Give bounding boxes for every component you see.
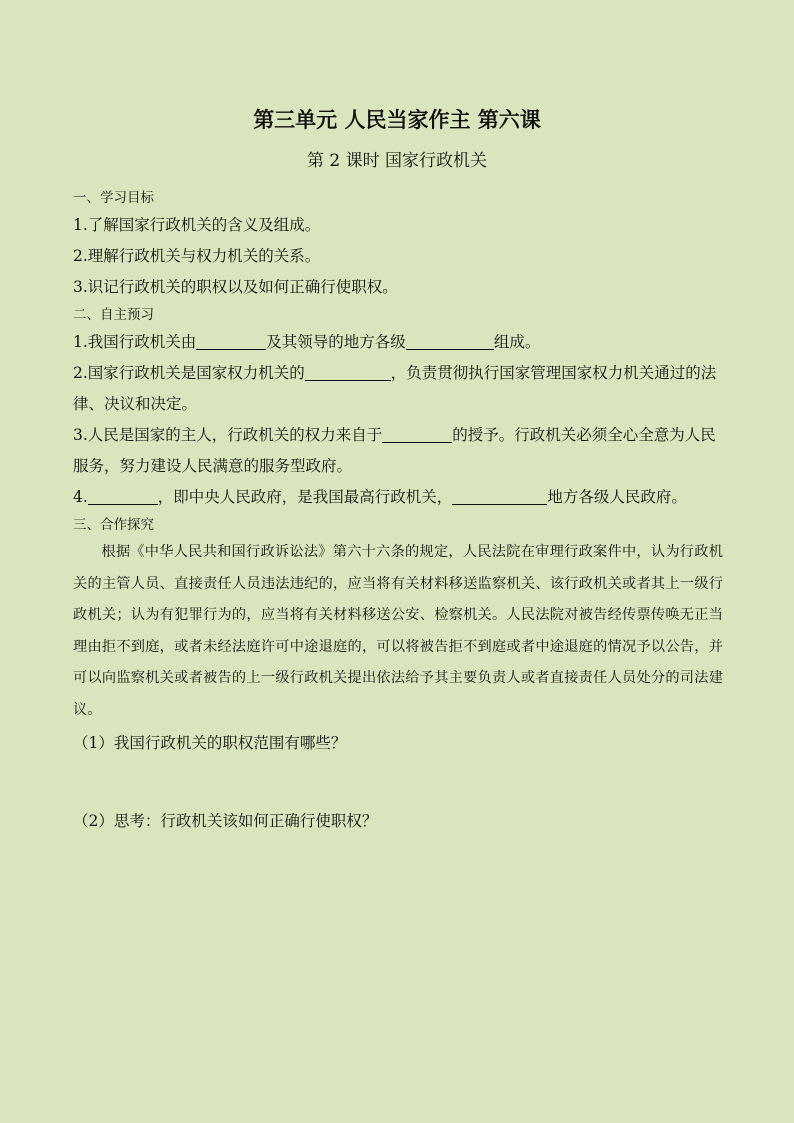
page-title: 第三单元 人民当家作主 第六课 bbox=[253, 108, 541, 132]
explore-question-2: （2）思考：行政机关该如何正确行使职权？ bbox=[73, 812, 378, 830]
preview-question-3: 3.人民是国家的主人，行政机关的权力来自于 的授予。行政机关必须全心全意为人民服务，努力建设人民满意的服务型政府。 bbox=[73, 426, 716, 475]
fill-blank[interactable] bbox=[305, 362, 391, 381]
page-subtitle: 第 2 课时 国家行政机关 bbox=[306, 151, 488, 171]
explore-question-1: （1）我国行政机关的职权范围有哪些？ bbox=[73, 734, 347, 752]
goal-item: 1.了解国家行政机关的含义及组成。 bbox=[73, 216, 321, 234]
section-heading-preview: 二、自主预习 bbox=[73, 307, 154, 323]
preview-question-1: 1.我国行政机关由 及其领导的地方各级 组成。 bbox=[73, 333, 541, 351]
worksheet-content bbox=[73, 186, 723, 837]
preview-question-2: 2.国家行政机关是国家权力机关的 ，负责贯彻执行国家管理国家权力机关通过的法律、决议和决定。 bbox=[73, 364, 717, 413]
section-heading-explore: 三、合作探究 bbox=[73, 517, 154, 533]
goal-item: 3.识记行政机关的职权以及如何正确行使职权。 bbox=[73, 278, 398, 296]
case-paragraph: 根据《中华人民共和国行政诉讼法》第六十六条的规定，人民法院在审理行政案件中，认为行政机关的主管人员、直接责任人员违法违纪的，应当将有关材料移送监察机关、该行政机关或者其上一级行政机关；认为有犯罪行为的，应当将有关材料移送公安、检察机关。人民法院对被告经传票传唤无正当理由拒不到庭，或者未经法庭许可中途退庭的，可以将被告拒不到庭或者中途退庭的情况予以公告，并可以向监察机关或者被告的上一级行政机关提出依法给予其主要负责人或者直接责任人员处分的司法建议。 bbox=[73, 544, 723, 718]
fill-blank[interactable] bbox=[452, 486, 547, 505]
fill-blank[interactable] bbox=[406, 331, 494, 350]
fill-blank[interactable] bbox=[88, 486, 158, 505]
goal-item: 2.理解行政机关与权力机关的关系。 bbox=[73, 247, 321, 265]
fill-blank[interactable] bbox=[382, 424, 452, 443]
section-heading-goals: 一、学习目标 bbox=[73, 190, 154, 206]
preview-question-4: 4. ，即中央人民政府，是我国最高行政机关， 地方各级人民政府。 bbox=[73, 488, 687, 506]
fill-blank[interactable] bbox=[196, 331, 266, 350]
